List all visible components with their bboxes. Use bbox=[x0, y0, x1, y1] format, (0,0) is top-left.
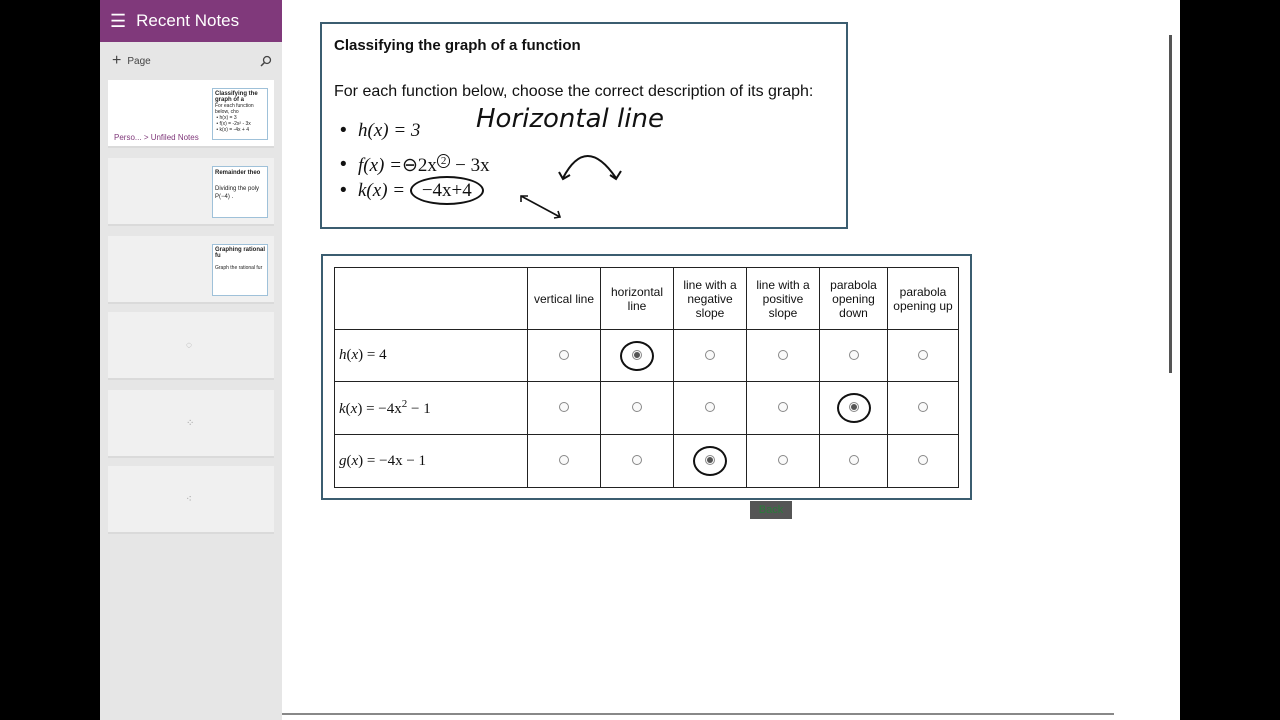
thumbnail-title: Remainder theo bbox=[215, 170, 261, 176]
option-cell[interactable] bbox=[601, 330, 674, 382]
option-cell[interactable] bbox=[674, 330, 747, 382]
page-thumbnail-loading[interactable] bbox=[108, 390, 274, 458]
function-definition: − 1 bbox=[407, 401, 431, 417]
loading-spinner-icon: ⁖ bbox=[186, 494, 192, 505]
option-cell[interactable] bbox=[888, 330, 959, 382]
thumbnail-text: Graph the rational fur bbox=[215, 265, 263, 271]
table-row bbox=[335, 382, 959, 435]
answer-table-card bbox=[321, 254, 972, 500]
radio-button[interactable] bbox=[632, 455, 642, 465]
page-thumbnail-1[interactable] bbox=[108, 80, 274, 148]
slope-arrow-icon bbox=[518, 192, 564, 222]
radio-button-selected[interactable] bbox=[632, 350, 642, 360]
radio-button-selected[interactable] bbox=[849, 402, 859, 412]
option-cell[interactable] bbox=[601, 435, 674, 488]
radio-button[interactable] bbox=[778, 455, 788, 465]
radio-button[interactable] bbox=[849, 455, 859, 465]
radio-button[interactable] bbox=[559, 350, 569, 360]
row-label: h(x) = 4 bbox=[335, 330, 528, 382]
answer-table bbox=[334, 267, 959, 488]
question-instruction: For each function below, choose the correct description of its graph: bbox=[334, 83, 814, 100]
function-item: • k(x) = −4x+4 bbox=[358, 180, 484, 202]
function-definition: = 4 bbox=[366, 347, 387, 363]
option-cell[interactable] bbox=[747, 435, 820, 488]
column-header: horizontal line bbox=[601, 268, 674, 330]
page-thumbnail-3[interactable] bbox=[108, 236, 274, 304]
page-thumbnail-2[interactable] bbox=[108, 158, 274, 226]
onenote-window bbox=[100, 0, 1180, 720]
radio-button[interactable] bbox=[918, 455, 928, 465]
option-cell[interactable] bbox=[601, 382, 674, 435]
add-page-icon[interactable]: + bbox=[112, 52, 122, 69]
option-cell[interactable] bbox=[528, 382, 601, 435]
thumbnail-line: h(x) = 3 bbox=[219, 115, 237, 121]
row-label: $k(x) = -4x^2 - 1$ bbox=[335, 382, 528, 435]
question-card bbox=[320, 22, 848, 229]
question-title: Classifying the graph of a function bbox=[334, 37, 581, 54]
add-page-button[interactable]: Page bbox=[127, 55, 151, 67]
radio-button[interactable] bbox=[918, 350, 928, 360]
thumbnail-line: f(x) = -2x² - 3x bbox=[219, 121, 251, 127]
sidebar-header bbox=[100, 0, 282, 42]
thumbnail-preview: Classifying the graph of a For each function below, cho • h(x) = 3 • f(x) = -2x² - 3x • k(x) = -4x + 4 bbox=[212, 88, 268, 140]
option-cell[interactable] bbox=[820, 330, 888, 382]
radio-button[interactable] bbox=[918, 402, 928, 412]
radio-button[interactable] bbox=[632, 402, 642, 412]
function-name: g bbox=[339, 452, 347, 469]
radio-button[interactable] bbox=[778, 402, 788, 412]
radio-button[interactable] bbox=[559, 402, 569, 412]
function-expression: k(x) = bbox=[358, 180, 406, 201]
sidebar bbox=[100, 0, 282, 720]
thumbnail-text: P(−4) . bbox=[215, 194, 234, 200]
function-term-circled: −4x+4 bbox=[410, 176, 484, 205]
function-term: 2x bbox=[417, 155, 437, 176]
column-header: line with a positive slope bbox=[747, 268, 820, 330]
function-item: • h(x) = 3 bbox=[340, 120, 421, 141]
option-cell[interactable] bbox=[747, 382, 820, 435]
breadcrumb bbox=[114, 133, 199, 142]
radio-button[interactable] bbox=[705, 402, 715, 412]
thumbnail-preview bbox=[212, 244, 268, 296]
option-cell[interactable] bbox=[674, 382, 747, 435]
sidebar-toolbar bbox=[100, 42, 282, 80]
thumbnail-line: k(x) = -4x + 4 bbox=[219, 127, 249, 133]
table-row bbox=[335, 435, 959, 488]
table-header-row bbox=[335, 268, 959, 330]
function-item: • f(x) =⊖2x $^2$ − 3x bbox=[340, 154, 490, 176]
radio-button[interactable] bbox=[705, 350, 715, 360]
table-row bbox=[335, 330, 959, 382]
option-cell[interactable] bbox=[888, 435, 959, 488]
radio-button[interactable] bbox=[849, 350, 859, 360]
column-header: line with a negative slope bbox=[674, 268, 747, 330]
thumbnail-text: Dividing the poly bbox=[215, 186, 260, 192]
column-header: vertical line bbox=[528, 268, 601, 330]
radio-button-selected[interactable] bbox=[705, 455, 715, 465]
hamburger-menu-icon[interactable]: ☰ bbox=[110, 11, 127, 31]
option-cell[interactable] bbox=[528, 435, 601, 488]
function-exponent: 2 bbox=[401, 398, 408, 410]
search-icon[interactable] bbox=[260, 55, 272, 67]
page-thumbnail-loading[interactable] bbox=[108, 312, 274, 380]
handwritten-minus-mark: ⊖ bbox=[401, 155, 418, 176]
note-canvas[interactable] bbox=[282, 0, 1180, 720]
thumbnail-title: Graphing rational fu bbox=[215, 247, 266, 259]
thumbnail-title: Classifying the graph of a bbox=[215, 91, 258, 103]
column-header: parabola opening up bbox=[888, 268, 959, 330]
option-cell[interactable] bbox=[888, 382, 959, 435]
vertical-scrollbar[interactable] bbox=[1169, 35, 1172, 373]
page-thumbnail-loading[interactable] bbox=[108, 466, 274, 534]
loading-spinner-icon: ◌ bbox=[186, 340, 192, 351]
downward-parabola-arrow-icon bbox=[558, 144, 628, 184]
breadcrumb-section[interactable]: > Unfiled Notes bbox=[143, 133, 199, 142]
option-cell[interactable] bbox=[528, 330, 601, 382]
row-label: g(x) = −4x − 1 bbox=[335, 435, 528, 488]
thumbnail-text: For each function below, cho bbox=[215, 103, 254, 115]
function-name: k bbox=[339, 401, 346, 417]
function-name: h bbox=[339, 347, 347, 363]
function-definition: = −4x − 1 bbox=[366, 452, 427, 469]
function-term: − 3x bbox=[450, 155, 490, 176]
radio-button[interactable] bbox=[559, 455, 569, 465]
function-expression: f(x) = bbox=[358, 155, 402, 176]
radio-button[interactable] bbox=[778, 350, 788, 360]
option-cell[interactable] bbox=[747, 330, 820, 382]
function-expression: h(x) = 3 bbox=[358, 120, 421, 141]
option-cell[interactable] bbox=[820, 435, 888, 488]
page-bottom-divider bbox=[282, 713, 1114, 715]
handwritten-note: Horizontal line bbox=[476, 104, 664, 134]
loading-spinner-icon: ⁘ bbox=[186, 418, 195, 429]
table-corner-cell bbox=[335, 268, 528, 330]
option-cell[interactable] bbox=[674, 435, 747, 488]
function-exponent: 2 bbox=[437, 154, 451, 168]
function-definition: = −4x bbox=[366, 401, 402, 417]
column-header: parabola opening down bbox=[820, 268, 888, 330]
option-cell[interactable] bbox=[820, 382, 888, 435]
thumbnail-preview bbox=[212, 166, 268, 218]
sidebar-title: Recent Notes bbox=[136, 11, 240, 30]
breadcrumb-notebook[interactable]: Perso... bbox=[114, 133, 142, 142]
back-button[interactable]: Back bbox=[750, 501, 792, 519]
